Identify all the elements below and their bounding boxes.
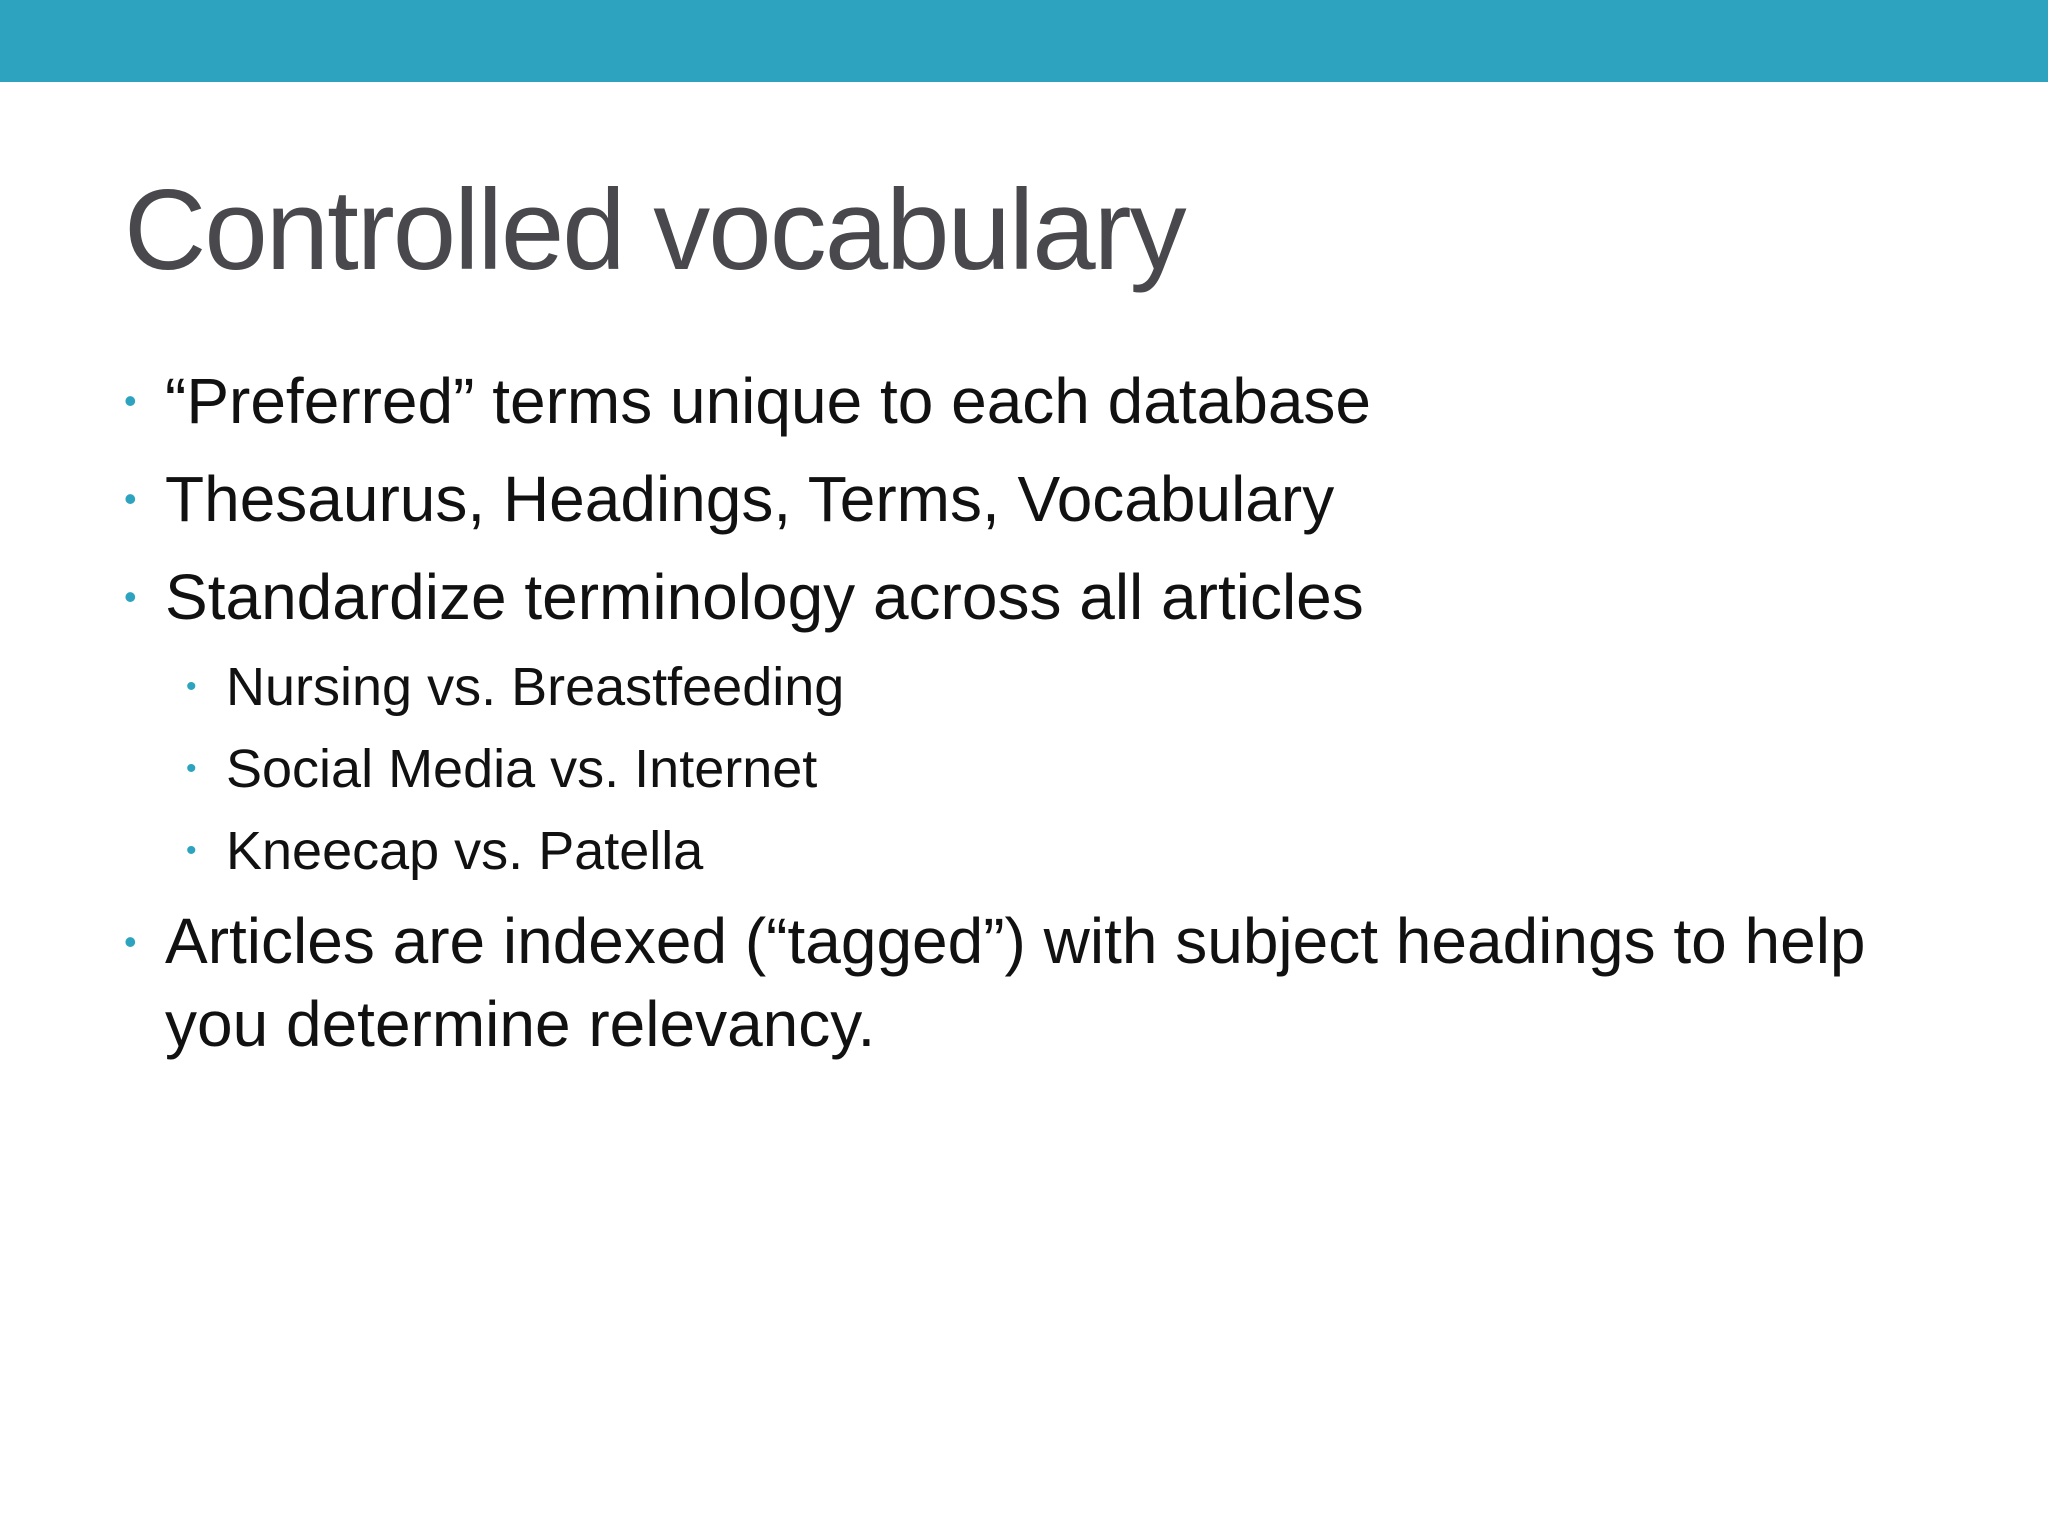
bullet-text: Thesaurus, Headings, Terms, Vocabulary: [165, 463, 1335, 535]
bullet-dot-icon: •: [124, 478, 137, 519]
top-accent-band: [0, 0, 2048, 82]
sub-bullet-dot-icon: •: [186, 670, 197, 703]
bullet-text: “Preferred” terms unique to each database: [165, 365, 1371, 437]
sub-bullet-text: Nursing vs. Breastfeeding: [226, 657, 845, 717]
bullet-dot-icon: •: [124, 380, 137, 421]
bullet-item: [124, 360, 1924, 442]
bullet-text: Standardize terminology across all articles: [165, 561, 1364, 633]
sub-bullet-dot-icon: •: [186, 834, 197, 867]
sub-bullet-item: [124, 818, 1924, 884]
slide-title: Controlled vocabulary: [124, 167, 1185, 294]
bullet-item: [124, 900, 1925, 1066]
sub-bullet-item: [124, 654, 1924, 720]
bullet-dot-icon: •: [124, 576, 137, 617]
bullet-list: [124, 360, 1924, 1082]
bullet-item: [124, 458, 1924, 540]
sub-bullet-text: Social Media vs. Internet: [226, 739, 818, 799]
bullet-item: [124, 556, 1924, 638]
sub-bullet-dot-icon: •: [186, 752, 197, 785]
bullet-dot-icon: •: [124, 921, 137, 962]
bullet-text: Articles are indexed (“tagged”) with subject headings to help you determine relevancy.: [165, 905, 1866, 1060]
sub-bullet-item: [124, 736, 1924, 802]
sub-bullet-text: Kneecap vs. Patella: [226, 821, 704, 881]
